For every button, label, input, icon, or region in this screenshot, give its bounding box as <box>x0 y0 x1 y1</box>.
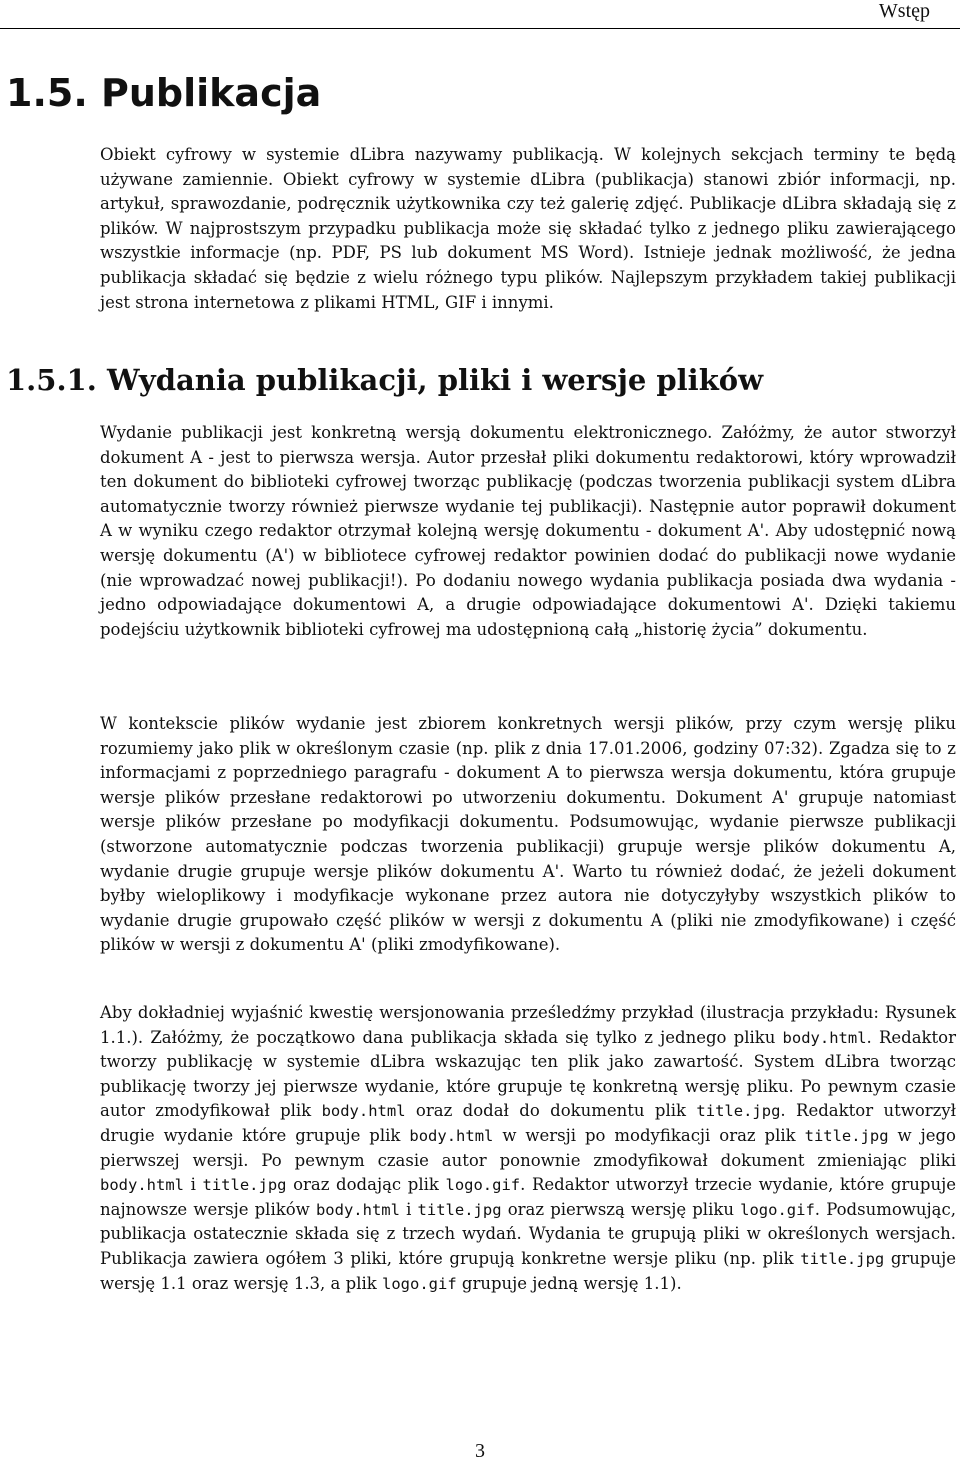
filename: body.html <box>100 1176 184 1195</box>
filename: body.html <box>782 1028 867 1047</box>
section-number: 1.5. <box>6 71 88 115</box>
filename: title.jpg <box>800 1249 885 1268</box>
filename: body.html <box>321 1102 406 1121</box>
filename: logo.gif <box>740 1200 815 1219</box>
section-heading <box>6 70 321 116</box>
paragraph-example: Aby dokładniej wyjaśnić kwestię wersjonowania prześledźmy przykład (ilustracja przykładu: Rysunek 1.1.). Załóżmy, że początkowo dana publikacja składa się tylko z jednego pliku body.html. Redaktor tworzy publikację w systemie dLibra wskazując ten plik jako zawartość. System dLibra tworząc publikację tworzy jej pierwsze wydanie, które grupuje tę konkretną wersję pliku. Po pewnym czasie autor zmodyfikował plik body.html oraz dodał do dokumentu plik title.jpg. Redaktor utworzył drugie wydanie które grupuje plik body.html w wersji po modyfikacji oraz plik title.jpg w jego pierwszej wersji. Po pewnym czasie autor ponownie zmodyfikował dokument zmieniając pliki body.html i title.jpg oraz dodając plik logo.gif. Redaktor utworzył trzecie wydanie, które grupuje najnowsze wersje plików body.html i title.jpg oraz pierwszą wersję pliku logo.gif. Podsumowując, publikacja ostatecznie składa się z trzech wydań. Wydania te grupują pliki w określonych wersjach. Publikacja zawiera ogółem 3 pliki, które grupują konkretne wersje pliku (np. plik title.jpg grupuje wersję 1.1 oraz wersję 1.3, a plik logo.gif grupuje jedną wersję 1.1). <box>100 1003 957 1293</box>
page-number: 3 <box>475 1440 485 1462</box>
filename: title.jpg <box>417 1200 502 1219</box>
filename: body.html <box>315 1200 400 1219</box>
paragraph-file-versions: W kontekscie plików wydanie jest zbiorem konkretnych wersji plików, przy czym wersję pliku rozumiemy jako plik w określonym czasie (np. plik z dnia 17.01.2006, godziny 07:32). Zgadza się to z informacjami z poprzedniego paragrafu - dokument A to pierwsza wersja dokumentu, która grupuje wersje plików przesłane redaktorowi po utworzeniu dokumentu. Dokument A' grupuje natomiast wersje plików przesłane po modyfikacji dokumentu. Podsumowując, wydanie pierwsze publikacji (stworzone automatycznie podczas tworzenia publikacji) grupuje wersje plików dokumentu A, wydanie drugie grupuje wersje plików dokumentu A'. Warto tu również dodać, że jeżeli dokument byłby wieloplikowy i modyfikacje wykonane przez autora nie dotyczyłyby wszystkich plików to wydanie drugie grupowało część plików w wersji z dokumentu A (pliki nie zmodyfikowane) i część plików w wersji z dokumentu A' (pliki zmodyfikowane). <box>100 714 956 955</box>
filename: title.jpg <box>202 1176 287 1195</box>
filename: logo.gif <box>445 1176 521 1195</box>
subsection-heading <box>6 360 763 400</box>
subsection-title: Wydania publikacji, pliki i wersje plików <box>106 363 764 397</box>
section-title: Publikacja <box>101 71 322 115</box>
header-rule <box>0 28 960 29</box>
subsection-number: 1.5.1. <box>6 363 97 397</box>
filename: title.jpg <box>804 1126 889 1145</box>
paragraph-editions: Wydanie publikacji jest konkretną wersją dokumentu elektronicznego. Załóżmy, że autor stworzył dokument A - jest to pierwsza wersja. Autor przesłał pliki dokumentu redaktorowi, który wprowadził ten dokument do biblioteki cyfrowej tworząc publikację (podczas tworzenia publikacji system dLibra automatycznie tworzy również pierwsze wydanie tej publikacji). Następnie autor poprawił dokument A w wyniku czego redaktor otrzymał kolejną wersję dokumentu - dokument A'. Aby udostępnić nową wersję dokumentu (A') w bibliotece cyfrowej redaktor powinien dodać do publikacji nowe wydanie (nie wprowadzać nowej publikacji!). Po dodaniu nowego wydania publikacja posiada dwa wydania - jedno odpowiadające dokumentowi A, a drugie odpowiadające dokumentowi A'. Dzięki takiemu podejściu użytkownik biblioteki cyfrowej ma udostępnioną całą „historię życia” dokumentu. <box>100 423 956 639</box>
filename: logo.gif <box>382 1274 457 1293</box>
running-head: Wstęp <box>878 0 930 22</box>
filename: title.jpg <box>696 1102 781 1121</box>
paragraph-intro: Obiekt cyfrowy w systemie dLibra nazywamy publikacją. W kolejnych sekcjach terminy te będą używane zamiennie. Obiekt cyfrowy w systemie dLibra (publikacja) stanowi zbiór informacji, np. artykuł, sprawozdanie, podręcznik użytkownika czy też galerię zdjęć. Publikacje dLibra składają się z plików. W najprostszym przypadku publikacja może się składać tylko z jednego pliku zawierającego wszystkie informacje (np. PDF, PS lub dokument MS Word). Istnieje jednak możliwość, że jedna publikacja składać się będzie z wielu różnego typu plików. Najlepszym przykładem takiej publikacji jest strona internetowa z plikami HTML, GIF i innymi. <box>100 145 956 312</box>
filename: body.html <box>409 1126 494 1145</box>
